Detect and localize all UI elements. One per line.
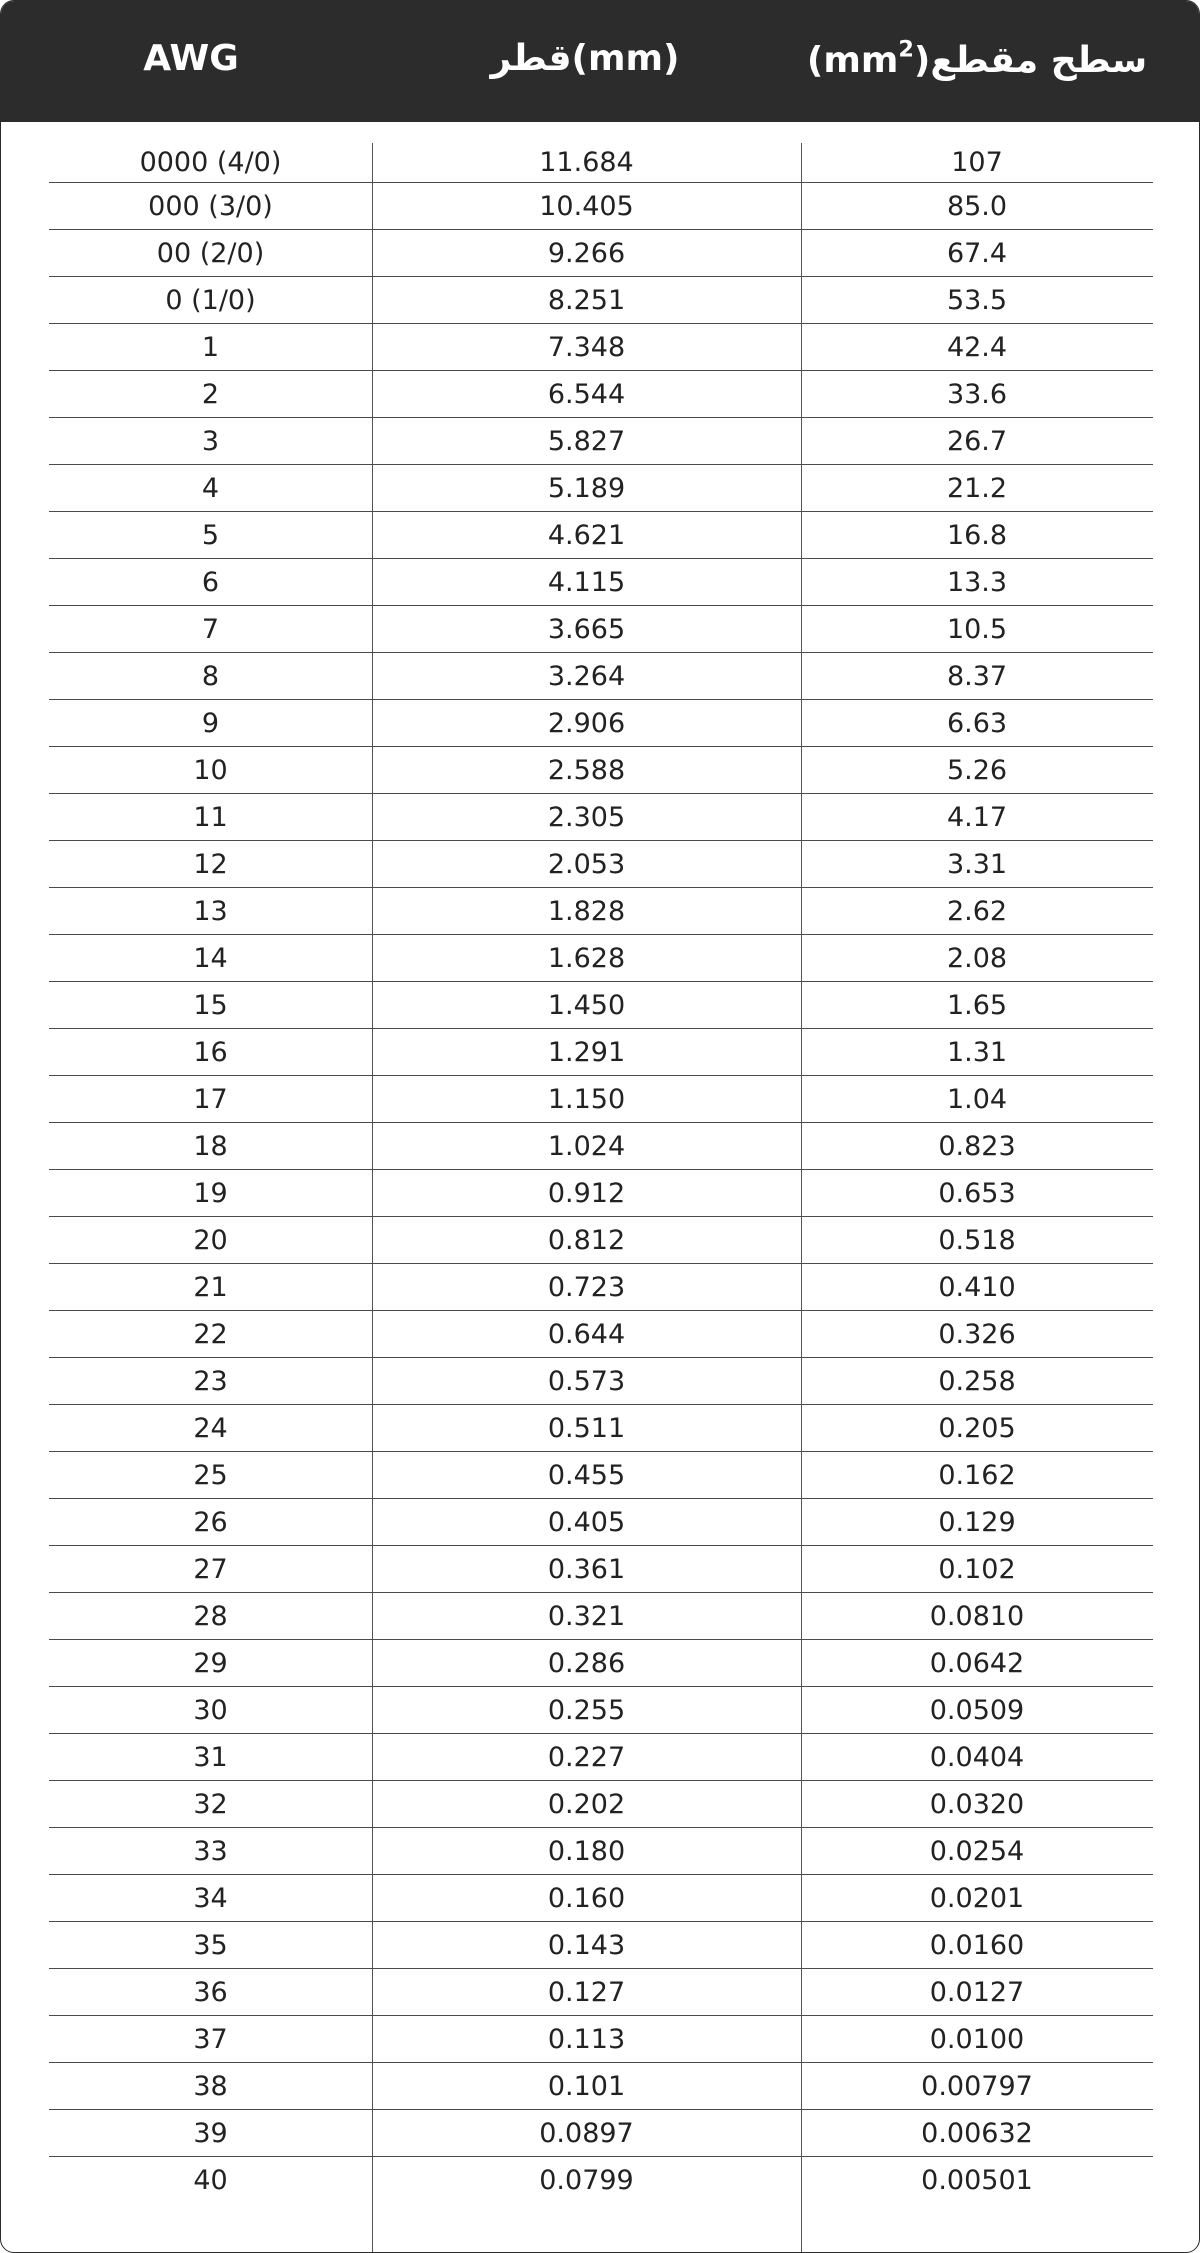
table-row [49,277,1153,324]
cell-area: 0.653 [938,1177,1016,1209]
table-row [49,324,1153,371]
table-row [49,1264,1153,1311]
table-row [49,2016,1153,2063]
cell-awg: 21 [193,1271,228,1303]
cell-diameter: 3.665 [547,613,626,645]
cell-area: 0.823 [938,1130,1016,1162]
table-row [49,1969,1153,2016]
table-row [49,794,1153,841]
cell-awg: 20 [193,1224,228,1256]
cell-awg: 37 [193,2023,228,2055]
cell-area: 0.0810 [929,1600,1025,1632]
table-row [49,1593,1153,1640]
cell-diameter: 0.511 [547,1412,626,1444]
table-row [49,559,1153,606]
cell-area: 107 [951,147,1003,178]
cell-diameter: 0.143 [547,1929,626,1961]
cell-area: 0.102 [938,1553,1016,1585]
cell-area: 0.00632 [921,2117,1033,2149]
cell-area: 5.26 [946,754,1008,786]
cell-diameter: 0.202 [547,1788,626,1820]
cell-diameter: 3.264 [547,660,626,692]
table-row [49,888,1153,935]
cell-diameter: 0.573 [547,1365,626,1397]
cell-diameter: 1.450 [547,989,626,1021]
cell-awg: 22 [193,1318,228,1350]
cell-area: 3.31 [946,848,1008,880]
cell-diameter: 0.180 [547,1835,626,1867]
cell-area: 0.0320 [929,1788,1025,1820]
cell-awg: 0 (1/0) [165,284,256,316]
cell-area: 0.0160 [929,1929,1025,1961]
table-row [49,1734,1153,1781]
cell-awg: 27 [193,1553,228,1585]
cell-diameter: 1.150 [547,1083,626,1115]
cell-area: 1.04 [946,1083,1008,1115]
cell-awg: 23 [193,1365,228,1397]
cell-area: 0.00501 [921,2165,1033,2196]
cell-area: 0.0127 [929,1976,1025,2008]
cell-area: 0.410 [938,1271,1016,1303]
cell-awg: 40 [193,2165,228,2196]
cell-awg: 10 [193,754,228,786]
cell-area: 1.65 [946,989,1008,1021]
table-row [49,1170,1153,1217]
cell-diameter: 0.0799 [539,2165,634,2196]
cell-awg: 8 [201,660,220,692]
header-awg: AWG [143,38,239,79]
cell-awg: 4 [201,472,220,504]
table-row [49,1828,1153,1875]
cell-awg: 38 [193,2070,228,2102]
cell-diameter: 0.405 [547,1506,626,1538]
table-row [49,1452,1153,1499]
cell-awg: 000 (3/0) [148,190,273,222]
table-row [49,1217,1153,1264]
cell-diameter: 0.812 [547,1224,626,1256]
header-area-close: ) [806,40,824,81]
cell-awg: 0000 (4/0) [139,147,282,178]
cell-diameter: 5.827 [547,425,626,457]
cell-awg: 12 [193,848,228,880]
cell-awg: 24 [193,1412,228,1444]
table-header [1,1,1199,122]
table-row [49,1405,1153,1452]
cell-area: 0.518 [938,1224,1016,1256]
cell-awg: 34 [193,1882,228,1914]
cell-area: 0.162 [938,1459,1016,1491]
cell-awg: 28 [193,1600,228,1632]
table-row [49,2110,1153,2157]
cell-awg: 00 (2/0) [156,237,265,269]
cell-diameter: 11.684 [539,147,634,178]
cell-area: 0.0404 [929,1741,1025,1773]
cell-awg: 5 [201,519,220,551]
header-diameter: قطر(mm) [490,38,680,79]
cell-awg: 15 [193,989,228,1021]
cell-area: 67.4 [946,237,1008,269]
cell-awg: 1 [201,331,220,363]
cell-area: 85.0 [946,190,1008,222]
cell-diameter: 0.0897 [539,2117,634,2149]
cell-awg: 31 [193,1741,228,1773]
cell-diameter: 2.906 [547,707,626,739]
cell-diameter: 0.912 [547,1177,626,1209]
cell-awg: 2 [201,378,220,410]
cell-awg: 7 [201,613,220,645]
cell-diameter: 0.113 [547,2023,626,2055]
cell-awg: 19 [193,1177,228,1209]
cell-area: 16.8 [946,519,1008,551]
cell-awg: 29 [193,1647,228,1679]
table-row [49,1922,1153,1969]
table-row [49,183,1153,230]
cell-diameter: 0.361 [547,1553,626,1585]
cell-diameter: 4.621 [547,519,626,551]
cell-area: 0.0509 [929,1694,1025,1726]
cell-diameter: 1.628 [547,942,626,974]
cell-awg: 18 [193,1130,228,1162]
table-row [49,747,1153,794]
table-row [49,418,1153,465]
table-row [49,1029,1153,1076]
cell-diameter: 0.644 [547,1318,626,1350]
cell-diameter: 6.544 [547,378,626,410]
cell-awg: 30 [193,1694,228,1726]
cell-area: 21.2 [946,472,1008,504]
table-row [49,2157,1153,2204]
cell-diameter: 0.127 [547,1976,626,2008]
header-area-superscript: 2 [898,36,914,63]
cell-area: 4.17 [946,801,1008,833]
cell-area: 0.258 [938,1365,1016,1397]
cell-diameter: 2.305 [547,801,626,833]
table-row [49,230,1153,277]
cell-diameter: 5.189 [547,472,626,504]
table-row [49,143,1153,183]
header-area-text: سطح مقطع(mm [823,40,1148,81]
table-row [49,512,1153,559]
cell-area: 42.4 [946,331,1008,363]
cell-area: 2.08 [946,942,1008,974]
cell-awg: 11 [193,801,228,833]
cell-awg: 16 [193,1036,228,1068]
cell-awg: 36 [193,1976,228,2008]
table-row [49,465,1153,512]
cell-awg: 39 [193,2117,228,2149]
cell-awg: 14 [193,942,228,974]
table-row [49,1875,1153,1922]
cell-area: 33.6 [946,378,1008,410]
cell-diameter: 0.286 [547,1647,626,1679]
table-row [49,700,1153,747]
cell-area: 2.62 [946,895,1008,927]
table-row [49,653,1153,700]
cell-diameter: 0.255 [547,1694,626,1726]
cell-diameter: 0.101 [547,2070,626,2102]
cell-awg: 17 [193,1083,228,1115]
cell-diameter: 1.291 [547,1036,626,1068]
cell-area: 0.00797 [921,2070,1033,2102]
cell-diameter: 4.115 [547,566,626,598]
table-row [49,1546,1153,1593]
table-row [49,1311,1153,1358]
cell-awg: 35 [193,1929,228,1961]
table-row [49,935,1153,982]
table-row [49,606,1153,653]
cell-diameter: 1.024 [547,1130,626,1162]
table-row [49,982,1153,1029]
cell-area: 0.205 [938,1412,1016,1444]
cell-area: 13.3 [946,566,1008,598]
cell-area: 1.31 [946,1036,1008,1068]
cell-diameter: 10.405 [539,190,634,222]
cell-awg: 25 [193,1459,228,1491]
cell-area: 0.0642 [929,1647,1025,1679]
table-row [49,1499,1153,1546]
cell-diameter: 2.053 [547,848,626,880]
cell-area: 10.5 [946,613,1008,645]
header-area [801,1,1153,122]
table-row [49,1123,1153,1170]
table-row [49,1687,1153,1734]
table-body [49,143,1153,2204]
table-row [49,1781,1153,1828]
cell-area: 0.0254 [929,1835,1025,1867]
cell-area: 0.326 [938,1318,1016,1350]
cell-area: 0.0100 [929,2023,1025,2055]
cell-awg: 26 [193,1506,228,1538]
cell-area: 0.129 [938,1506,1016,1538]
cell-awg: 3 [201,425,220,457]
cell-diameter: 8.251 [547,284,626,316]
cell-area: 53.5 [946,284,1008,316]
cell-awg: 32 [193,1788,228,1820]
cell-diameter: 2.588 [547,754,626,786]
cell-area: 8.37 [946,660,1008,692]
cell-area: 6.63 [946,707,1008,739]
cell-diameter: 0.455 [547,1459,626,1491]
table-row [49,1640,1153,1687]
cell-awg: 13 [193,895,228,927]
cell-diameter: 0.723 [547,1271,626,1303]
cell-area: 0.0201 [929,1882,1025,1914]
table-row [49,1358,1153,1405]
cell-area: 26.7 [946,425,1008,457]
table-row [49,841,1153,888]
cell-awg: 33 [193,1835,228,1867]
cell-diameter: 0.160 [547,1882,626,1914]
cell-diameter: 7.348 [547,331,626,363]
table-row [49,2063,1153,2110]
cell-diameter: 0.321 [547,1600,626,1632]
cell-diameter: 9.266 [547,237,626,269]
cell-awg: 6 [201,566,220,598]
table-row [49,371,1153,418]
cell-awg: 9 [201,707,220,739]
cell-diameter: 0.227 [547,1741,626,1773]
table-row [49,1076,1153,1123]
cell-diameter: 1.828 [547,895,626,927]
